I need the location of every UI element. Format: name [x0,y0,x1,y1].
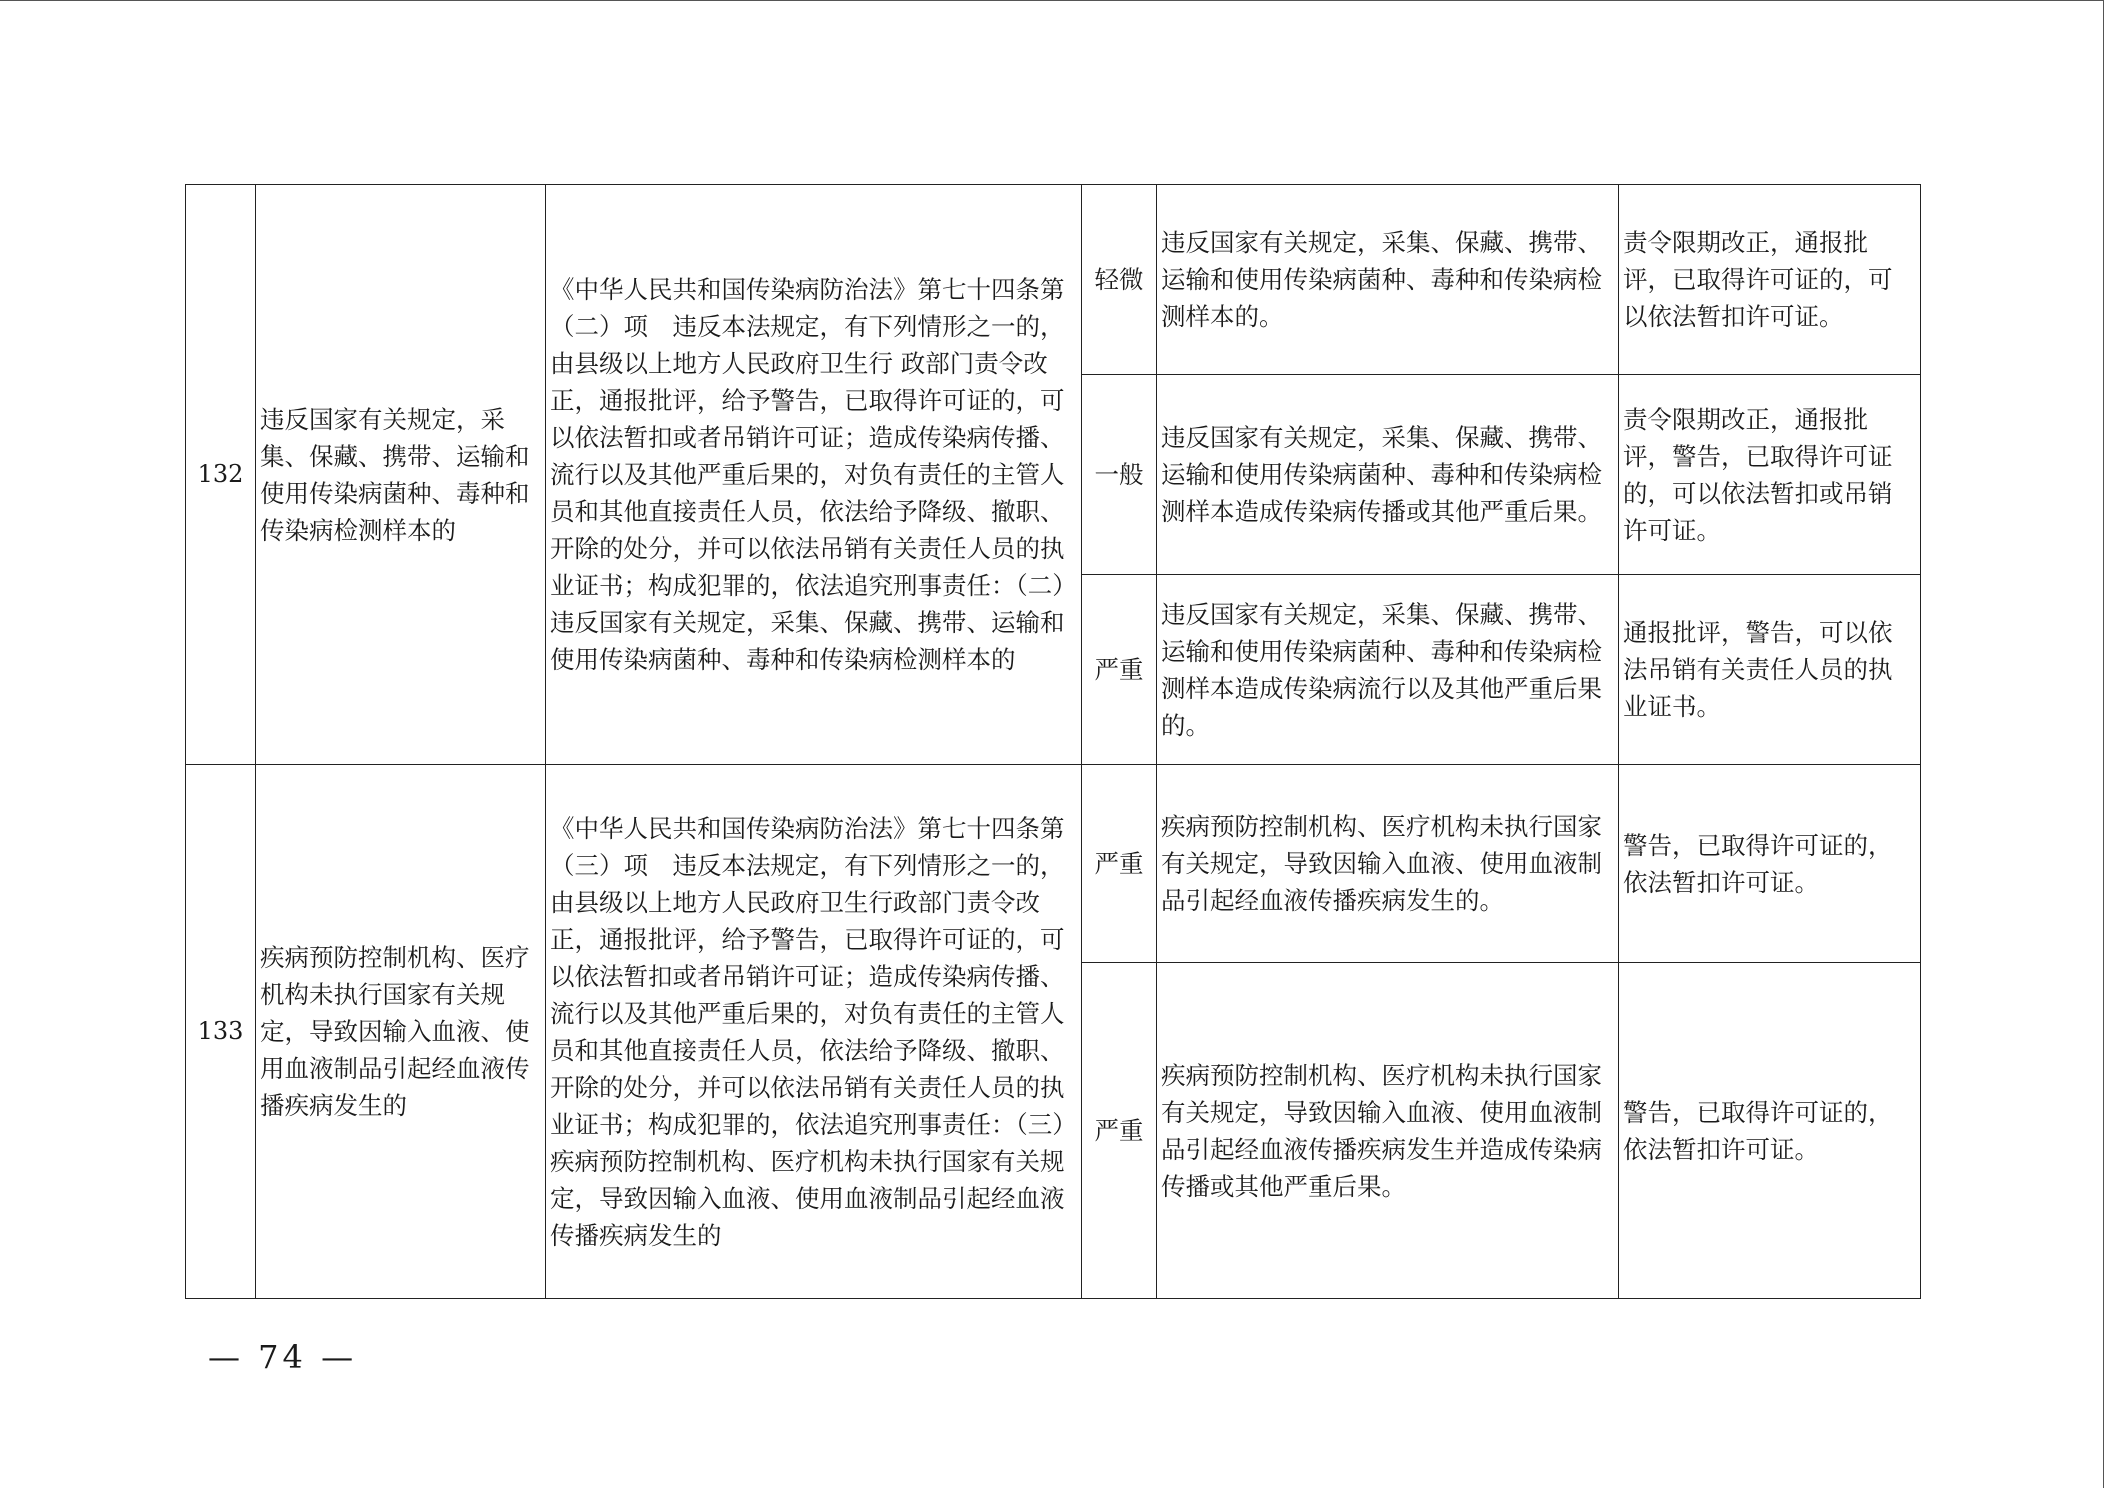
severity-level: 严重 [1082,575,1157,765]
page-top-edge [0,0,2104,1]
violation-circumstance: 违反国家有关规定，采集、保藏、携带、运输和使用传染病菌种、毒种和传染病检测样本造成传染病传播或其他严重后果。 [1157,375,1619,575]
legal-basis: 《中华人民共和国传染病防治法》第七十四条第（三）项 违反本法规定，有下列情形之一的，由县级以上地方人民政府卫生行政部门责令改正，通报批评，给予警告，已取得许可证的，可以依法暂扣或者吊销许可证；造成传染病传播、流行以及其他严重后果的，对负有责任的主管人员和其他直接责任人员，依法给予降级、撤职、开除的处分，并可以依法吊销有关责任人员的执业证书；构成犯罪的，依法追究刑事责任：（三）疾病预防控制机构、医疗机构未执行国家有关规定，导致因输入血液、使用血液制品引起经血液传播疾病发生的 [546,765,1082,1299]
item-number: 132 [186,185,256,765]
violation-circumstance: 违反国家有关规定，采集、保藏、携带、运输和使用传染病菌种、毒种和传染病检测样本的。 [1157,185,1619,375]
violation-behavior: 疾病预防控制机构、医疗机构未执行国家有关规定，导致因输入血液、使用血液制品引起经血液传播疾病发生的 [256,765,546,1299]
penalty-standard: 责令限期改正，通报批评，警告，已取得许可证的，可以依法暂扣或吊销许可证。 [1619,375,1921,575]
penalty-standard: 警告，已取得许可证的，依法暂扣许可证。 [1619,963,1921,1299]
violation-circumstance: 违反国家有关规定，采集、保藏、携带、运输和使用传染病菌种、毒种和传染病检测样本造成传染病流行以及其他严重后果的。 [1157,575,1619,765]
item-number: 133 [186,765,256,1299]
violation-behavior: 违反国家有关规定，采集、保藏、携带、运输和使用传染病菌种、毒种和传染病检测样本的 [256,185,546,765]
penalty-standard: 警告，已取得许可证的，依法暂扣许可证。 [1619,765,1921,963]
penalty-standard: 责令限期改正，通报批评，已取得许可证的，可以依法暂扣许可证。 [1619,185,1921,375]
penalty-standard: 通报批评，警告，可以依法吊销有关责任人员的执业证书。 [1619,575,1921,765]
page-number: — 74 — [208,1338,358,1376]
table-row [186,765,1921,963]
table-row [186,185,1921,375]
legal-basis: 《中华人民共和国传染病防治法》第七十四条第（二）项 违反本法规定，有下列情形之一的，由县级以上地方人民政府卫生行 政部门责令改正，通报批评，给予警告，已取得许可证的，可以依法暂扣或者吊销许可证；造成传染病传播、流行以及其他严重后果的，对负有责任的主管人员和其他直接责任人员，依法给予降级、撤职、开除的处分，并可以依法吊销有关责任人员的执业证书；构成犯罪的，依法追究刑事责任：（二）违反国家有关规定，采集、保藏、携带、运输和使用传染病菌种、毒种和传染病检测样本的 [546,185,1082,765]
severity-level: 轻微 [1082,185,1157,375]
severity-level: 一般 [1082,375,1157,575]
violation-circumstance: 疾病预防控制机构、医疗机构未执行国家有关规定，导致因输入血液、使用血液制品引起经血液传播疾病发生并造成传染病传播或其他严重后果。 [1157,963,1619,1299]
severity-level: 严重 [1082,963,1157,1299]
severity-level: 严重 [1082,765,1157,963]
penalty-standard-table [185,184,1921,1299]
violation-circumstance: 疾病预防控制机构、医疗机构未执行国家有关规定，导致因输入血液、使用血液制品引起经血液传播疾病发生的。 [1157,765,1619,963]
